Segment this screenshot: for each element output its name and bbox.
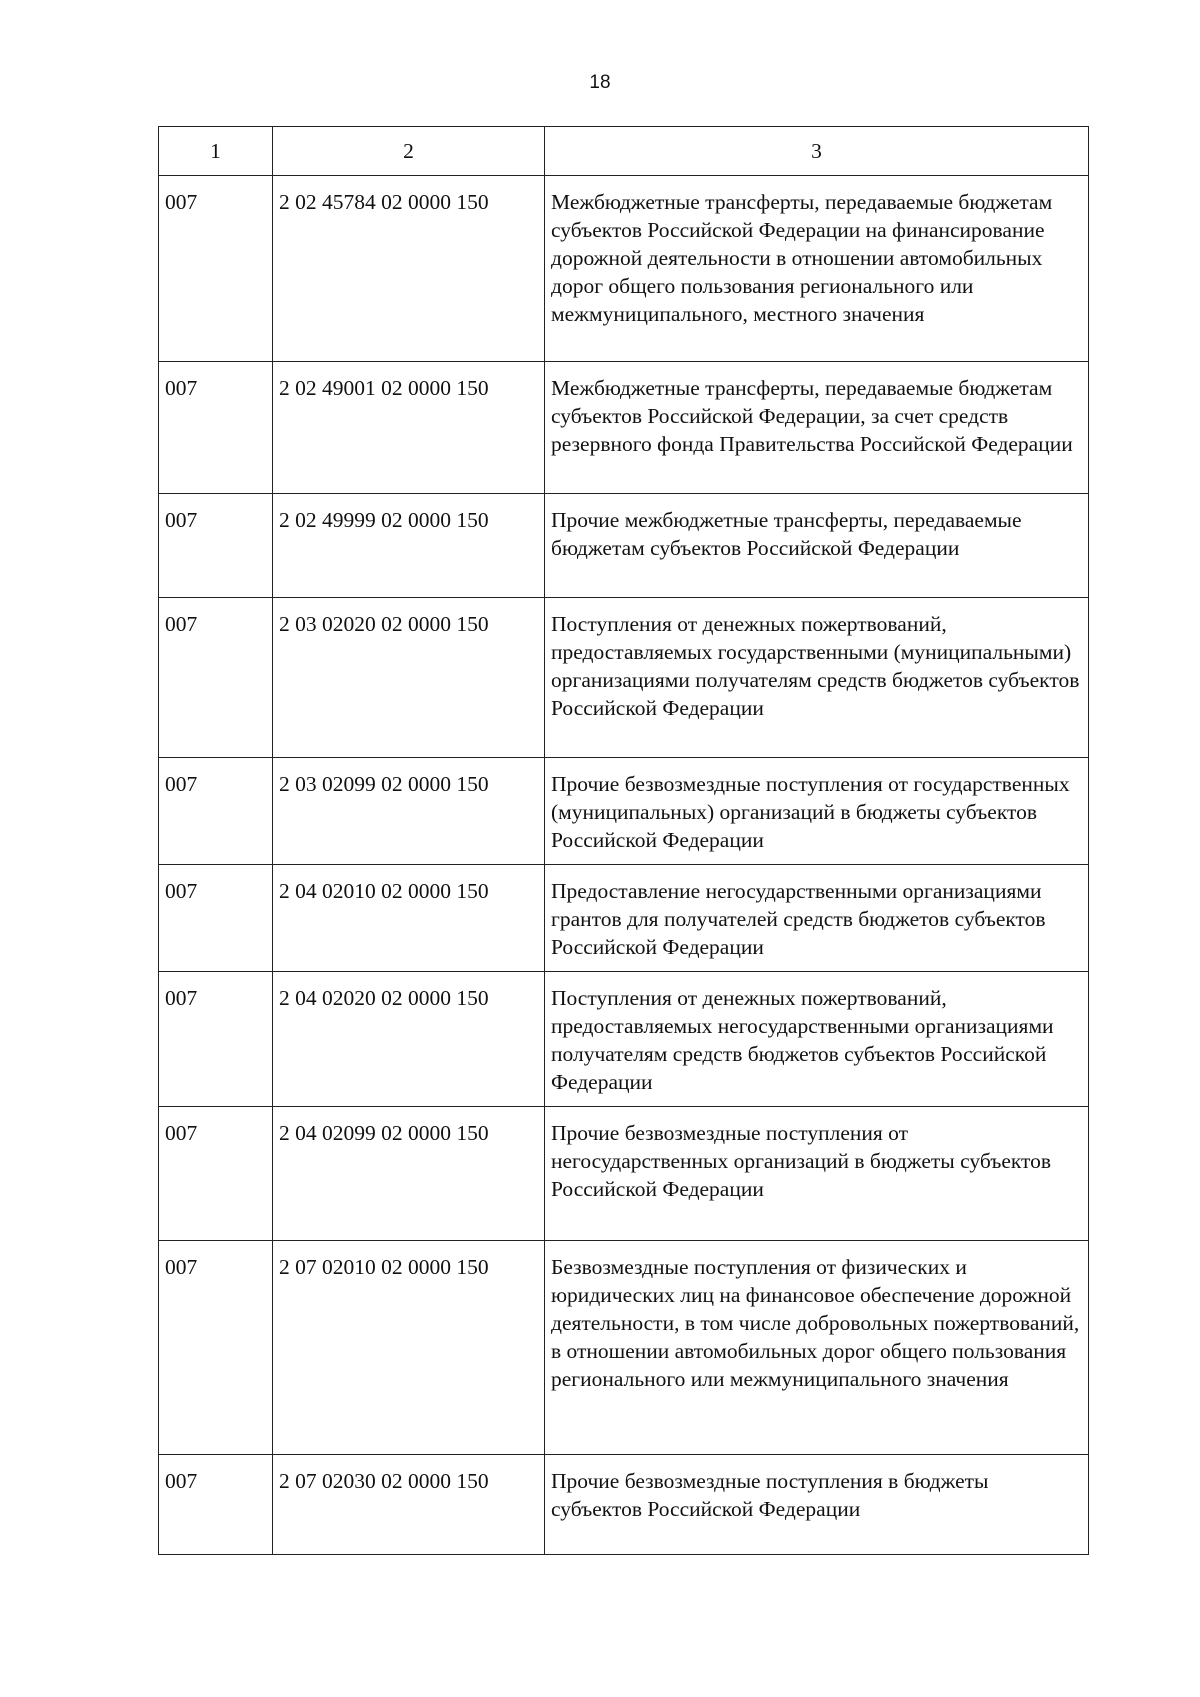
column-header-3: 3 — [545, 127, 1089, 176]
table-row — [159, 1107, 1089, 1241]
table-row — [159, 865, 1089, 972]
column-header-1: 1 — [159, 127, 273, 176]
table-row — [159, 1241, 1089, 1455]
table-row — [159, 1455, 1089, 1555]
description-cell: Поступления от денежных пожертвований, предоставляемых государственными (муниципальными) организациями получателям средств бюджетов субъектов Российской Федерации — [545, 598, 1089, 758]
admin-code-cell: 007 — [159, 758, 273, 865]
budget-code-cell: 2 02 45784 02 0000 150 — [273, 176, 545, 362]
description-cell: Прочие безвозмездные поступления в бюджеты субъектов Российской Федерации — [545, 1455, 1089, 1555]
table-header-row — [159, 127, 1089, 176]
admin-code-cell: 007 — [159, 494, 273, 598]
budget-code-cell: 2 03 02020 02 0000 150 — [273, 598, 545, 758]
admin-code-cell: 007 — [159, 176, 273, 362]
table-row — [159, 494, 1089, 598]
budget-code-cell: 2 07 02030 02 0000 150 — [273, 1455, 545, 1555]
budget-code-cell: 2 04 02020 02 0000 150 — [273, 972, 545, 1107]
admin-code-cell: 007 — [159, 1455, 273, 1555]
description-cell: Прочие безвозмездные поступления от негосударственных организаций в бюджеты субъектов Российской Федерации — [545, 1107, 1089, 1241]
description-cell: Прочие безвозмездные поступления от государственных (муниципальных) организаций в бюджеты субъектов Российской Федерации — [545, 758, 1089, 865]
description-cell: Межбюджетные трансферты, передаваемые бюджетам субъектов Российской Федерации на финансирование дорожной деятельности в отношении автомобильных дорог общего пользования регионального или межмуниципального, местного значения — [545, 176, 1089, 362]
admin-code-cell: 007 — [159, 598, 273, 758]
budget-code-cell: 2 03 02099 02 0000 150 — [273, 758, 545, 865]
page-number: 18 — [589, 72, 611, 93]
admin-code-cell: 007 — [159, 1241, 273, 1455]
admin-code-cell: 007 — [159, 362, 273, 494]
admin-code-cell: 007 — [159, 1107, 273, 1241]
column-header-2: 2 — [273, 127, 545, 176]
table-row — [159, 362, 1089, 494]
budget-code-cell: 2 04 02010 02 0000 150 — [273, 865, 545, 972]
description-cell: Межбюджетные трансферты, передаваемые бюджетам субъектов Российской Федерации, за счет средств резервного фонда Правительства Российской Федерации — [545, 362, 1089, 494]
description-cell: Поступления от денежных пожертвований, предоставляемых негосударственными организациями получателям средств бюджетов субъектов Российской Федерации — [545, 972, 1089, 1107]
description-cell: Безвозмездные поступления от физических и юридических лиц на финансовое обеспечение дорожной деятельности, в том числе добровольных пожертвований, в отношении автомобильных дорог общего пользования регионального или межмуниципального значения — [545, 1241, 1089, 1455]
table-row — [159, 758, 1089, 865]
budget-code-cell: 2 04 02099 02 0000 150 — [273, 1107, 545, 1241]
description-cell: Прочие межбюджетные трансферты, передаваемые бюджетам субъектов Российской Федерации — [545, 494, 1089, 598]
budget-code-cell: 2 07 02010 02 0000 150 — [273, 1241, 545, 1455]
admin-code-cell: 007 — [159, 865, 273, 972]
budget-code-cell: 2 02 49001 02 0000 150 — [273, 362, 545, 494]
revenue-codes-table — [158, 126, 1089, 1555]
admin-code-cell: 007 — [159, 972, 273, 1107]
table-row — [159, 972, 1089, 1107]
budget-code-cell: 2 02 49999 02 0000 150 — [273, 494, 545, 598]
table-row — [159, 176, 1089, 362]
table-row — [159, 598, 1089, 758]
description-cell: Предоставление негосударственными организациями грантов для получателей средств бюджетов субъектов Российской Федерации — [545, 865, 1089, 972]
